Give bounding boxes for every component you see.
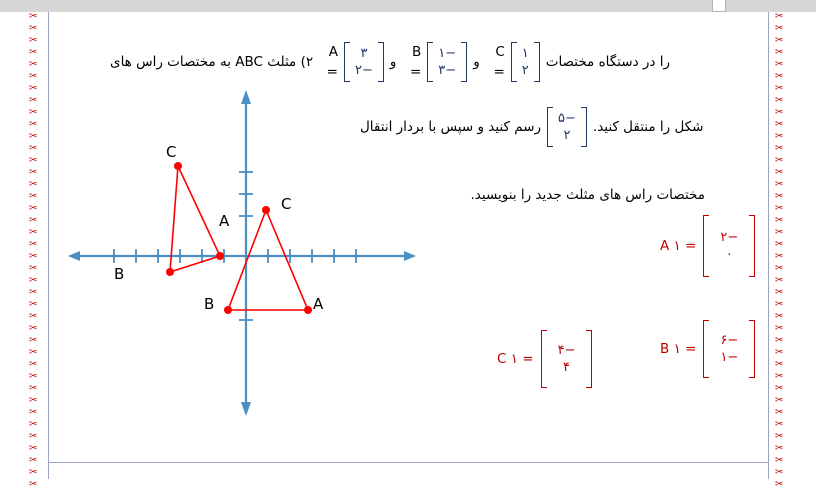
matrix-b-prime-row1: −۶ <box>720 333 739 348</box>
border-tick: ✂ <box>775 35 784 46</box>
label-vertex-a: A <box>219 212 230 230</box>
border-tick: ✂ <box>775 71 784 82</box>
conjunction-2: و <box>473 53 480 70</box>
border-tick: ✂ <box>775 179 784 190</box>
border-tick: ✂ <box>29 107 38 118</box>
bracket-left <box>547 107 553 147</box>
bracket-left <box>703 320 709 378</box>
border-tick: ✂ <box>775 95 784 106</box>
border-tick: ✂ <box>29 347 38 358</box>
border-tick: ✂ <box>29 395 38 406</box>
border-tick: ✂ <box>775 275 784 286</box>
border-tick: ✂ <box>775 167 784 178</box>
border-tick: ✂ <box>775 191 784 202</box>
border-tick: ✂ <box>29 323 38 334</box>
page-border-left <box>48 12 49 479</box>
border-tick: ✂ <box>29 95 38 106</box>
border-tick: ✂ <box>29 275 38 286</box>
border-tick: ✂ <box>775 311 784 322</box>
coordinate-graph <box>60 80 420 420</box>
border-tick: ✂ <box>775 23 784 34</box>
matrix-a-row1: ۳ <box>360 46 368 61</box>
matrix-translation-vector <box>547 107 587 147</box>
vertex-c-label: C = <box>493 43 505 80</box>
border-tick: ✂ <box>29 191 38 202</box>
border-tick: ✂ <box>29 11 38 22</box>
border-tick: ✂ <box>29 467 38 478</box>
bracket-left <box>541 330 547 388</box>
border-tick: ✂ <box>775 335 784 346</box>
border-tick: ✂ <box>29 431 38 442</box>
top-bar-notch <box>712 0 726 12</box>
matrix-c-prime-row1: −۴ <box>557 343 576 358</box>
border-tick: ✂ <box>29 287 38 298</box>
translation-instruction-part2: شکل را منتقل کنید. <box>592 118 704 135</box>
border-tick: ✂ <box>29 131 38 142</box>
border-tick: ✂ <box>775 467 784 478</box>
matrix-c-prime-row2: ۴ <box>563 360 571 375</box>
border-tick: ✂ <box>29 83 38 94</box>
bracket-right <box>586 330 592 388</box>
matrix-t-row1: −۵ <box>558 111 576 126</box>
bracket-right <box>534 42 540 82</box>
border-tick: ✂ <box>775 119 784 130</box>
border-tick: ✂ <box>29 167 38 178</box>
border-tick: ✂ <box>775 359 784 370</box>
label-vertex-b-prime: B <box>204 295 215 313</box>
decorative-right-border <box>772 11 790 490</box>
matrix-a-prime-row1: −۲ <box>720 230 739 245</box>
border-tick: ✂ <box>775 323 784 334</box>
matrix-b-prime <box>703 320 755 378</box>
vertex-b-label: B = <box>409 43 422 80</box>
matrix-a-prime-row2: ۰ <box>725 247 733 262</box>
answer-a-prime <box>660 215 757 277</box>
answer-b-prime <box>660 320 757 378</box>
border-tick: ✂ <box>29 35 38 46</box>
border-tick: ✂ <box>29 311 38 322</box>
matrix-c-row1: ۱ <box>521 46 529 61</box>
border-tick: ✂ <box>29 359 38 370</box>
border-tick: ✂ <box>775 371 784 382</box>
bracket-left <box>344 42 350 82</box>
border-tick: ✂ <box>29 71 38 82</box>
border-tick: ✂ <box>29 59 38 70</box>
label-vertex-c-prime: C <box>281 195 292 213</box>
label-vertex-b: B <box>114 265 125 283</box>
border-tick: ✂ <box>775 419 784 430</box>
border-tick: ✂ <box>29 227 38 238</box>
bracket-right <box>378 42 384 82</box>
border-tick: ✂ <box>775 59 784 70</box>
border-tick: ✂ <box>775 347 784 358</box>
border-tick: ✂ <box>29 143 38 154</box>
border-tick: ✂ <box>775 407 784 418</box>
page-border-bottom <box>48 462 768 463</box>
translation-instruction-part1: رسم کنید و سپس با بردار انتقال <box>360 118 542 135</box>
bracket-right <box>749 215 755 277</box>
matrix-t-row2: ۲ <box>563 128 571 143</box>
question-line-1 <box>110 42 670 82</box>
question-text-part1: ۲) مثلث ABC به مختصات راس های <box>110 53 314 70</box>
border-tick: ✂ <box>29 155 38 166</box>
border-tick: ✂ <box>775 143 784 154</box>
border-tick: ✂ <box>29 119 38 130</box>
vertex-a-label: A = <box>326 43 338 80</box>
border-tick: ✂ <box>775 155 784 166</box>
border-tick: ✂ <box>775 47 784 58</box>
matrix-a <box>344 42 384 82</box>
border-tick: ✂ <box>29 203 38 214</box>
label-vertex-c: C <box>166 143 177 161</box>
border-tick: ✂ <box>775 251 784 262</box>
border-tick: ✂ <box>775 215 784 226</box>
answer-c-prime <box>497 330 594 388</box>
border-tick: ✂ <box>29 239 38 250</box>
matrix-b-row2: −۳ <box>438 63 457 78</box>
bracket-right <box>749 320 755 378</box>
border-tick: ✂ <box>29 479 38 490</box>
border-tick: ✂ <box>775 383 784 394</box>
border-tick: ✂ <box>29 179 38 190</box>
border-tick: ✂ <box>29 299 38 310</box>
border-tick: ✂ <box>775 455 784 466</box>
window-top-bar <box>0 0 816 12</box>
border-tick: ✂ <box>775 83 784 94</box>
border-tick: ✂ <box>775 479 784 490</box>
label-vertex-a-prime: A <box>313 295 324 313</box>
answer-b-label: B ١ = <box>660 341 697 357</box>
border-tick: ✂ <box>29 419 38 430</box>
border-tick: ✂ <box>775 263 784 274</box>
border-tick: ✂ <box>775 239 784 250</box>
border-tick: ✂ <box>775 299 784 310</box>
border-tick: ✂ <box>775 395 784 406</box>
border-tick: ✂ <box>775 131 784 142</box>
border-tick: ✂ <box>775 431 784 442</box>
border-tick: ✂ <box>29 371 38 382</box>
matrix-b-prime-row2: −۱ <box>720 350 739 365</box>
bracket-left <box>703 215 709 277</box>
border-tick: ✂ <box>29 263 38 274</box>
page-border-right <box>768 12 769 479</box>
border-tick: ✂ <box>775 107 784 118</box>
border-tick: ✂ <box>29 251 38 262</box>
border-tick: ✂ <box>29 335 38 346</box>
answer-c-label: C ١ = <box>497 351 534 367</box>
border-tick: ✂ <box>775 443 784 454</box>
bracket-left <box>511 42 517 82</box>
border-tick: ✂ <box>29 455 38 466</box>
border-tick: ✂ <box>775 203 784 214</box>
bracket-left <box>427 42 433 82</box>
matrix-b-row1: −۱ <box>438 46 457 61</box>
question-line-3: مختصات راس های مثلث جدید را بنویسید. <box>470 187 705 203</box>
border-tick: ✂ <box>29 443 38 454</box>
border-tick: ✂ <box>29 47 38 58</box>
decorative-left-border <box>26 11 44 490</box>
matrix-c-prime <box>541 330 593 388</box>
matrix-a-row2: −۲ <box>354 63 373 78</box>
answer-a-label: A ١ = <box>660 238 697 254</box>
matrix-a-prime <box>703 215 755 277</box>
border-tick: ✂ <box>775 11 784 22</box>
border-tick: ✂ <box>29 407 38 418</box>
border-tick: ✂ <box>29 383 38 394</box>
conjunction-1: و <box>389 53 397 70</box>
border-tick: ✂ <box>29 215 38 226</box>
border-tick: ✂ <box>29 23 38 34</box>
border-tick: ✂ <box>775 287 784 298</box>
bracket-right <box>581 107 587 147</box>
border-tick: ✂ <box>775 227 784 238</box>
bracket-right <box>461 42 467 82</box>
matrix-c-row2: ۲ <box>521 63 529 78</box>
question-text-part2: را در دستگاه مختصات <box>545 53 670 70</box>
matrix-b <box>427 42 467 82</box>
matrix-c <box>511 42 540 82</box>
